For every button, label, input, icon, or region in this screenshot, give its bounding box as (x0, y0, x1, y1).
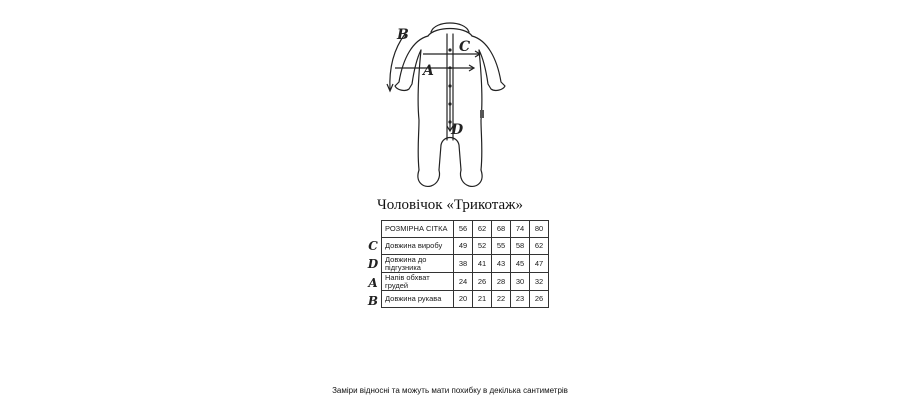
row-label: Напів обхват грудей (382, 273, 454, 291)
cell-value: 23 (511, 291, 530, 308)
romper-illustration (383, 10, 517, 192)
size-header: 62 (473, 221, 492, 238)
table-row (382, 255, 549, 273)
cell-value: 49 (454, 238, 473, 255)
cell-value: 58 (511, 238, 530, 255)
measurement-footnote: Заміри відносні та можуть мати похибку в декілька сантиметрів (332, 386, 568, 395)
cell-value: 22 (492, 291, 511, 308)
diagram-label-c: C (459, 39, 471, 55)
size-header: 80 (530, 221, 549, 238)
size-header: 56 (454, 221, 473, 238)
cell-value: 21 (473, 291, 492, 308)
diagram-label-b: B (397, 27, 409, 43)
cell-value: 62 (530, 238, 549, 255)
header-label: РОЗМІРНА СІТКА (382, 221, 454, 238)
row-letter-d: D (367, 257, 379, 271)
row-label: Довжина рукава (382, 291, 454, 308)
cell-value: 30 (511, 273, 530, 291)
cell-value: 52 (473, 238, 492, 255)
cell-value: 47 (530, 255, 549, 273)
cell-value: 26 (473, 273, 492, 291)
row-letter-b: B (367, 294, 379, 308)
size-table (381, 220, 549, 308)
row-letter-a: A (368, 276, 378, 290)
row-label: Довжина виробу (382, 238, 454, 255)
cell-value: 41 (473, 255, 492, 273)
cell-value: 28 (492, 273, 511, 291)
cell-value: 45 (511, 255, 530, 273)
cell-value: 24 (454, 273, 473, 291)
table-header-row (382, 221, 549, 238)
diagram-label-a: A (423, 63, 434, 79)
cell-value: 43 (492, 255, 511, 273)
cell-value: 26 (530, 291, 549, 308)
size-header: 68 (492, 221, 511, 238)
table-row (382, 273, 549, 291)
cell-value: 32 (530, 273, 549, 291)
row-letter-c: C (368, 239, 378, 253)
table-row (382, 291, 549, 308)
cell-value: 38 (454, 255, 473, 273)
diagram-label-d: D (451, 122, 464, 138)
cell-value: 20 (454, 291, 473, 308)
row-label: Довжина до підгузника (382, 255, 454, 273)
cell-value: 55 (492, 238, 511, 255)
romper-label-tag (480, 110, 484, 118)
table-row (382, 238, 549, 255)
size-header: 74 (511, 221, 530, 238)
product-title: Чоловічок «Трикотаж» (376, 197, 524, 213)
